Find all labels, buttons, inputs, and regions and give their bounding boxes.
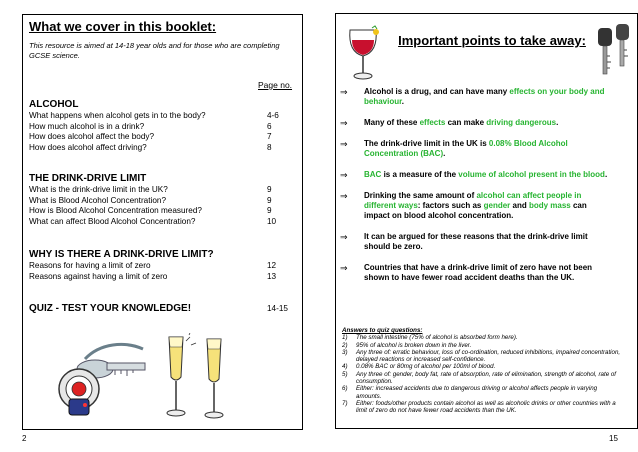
page-number: 2 [22,434,27,443]
answer-text: Either: increased accidents due to dangerous driving or alcohol affects people in varying amounts. [356,385,598,400]
answer-text: Either: foods/other products contain alcohol as well as alcoholic drinks or other countries with a limit of zero do not have fewer road accidents than the UK. [356,399,616,415]
key-point-text [364,87,614,107]
key-point-text [364,191,614,221]
answers-heading: Answers to quiz questions: [342,327,423,334]
key-point-text [364,263,614,283]
contents-row [29,206,297,217]
highlight-text: volume of alcohol present in the blood [458,170,605,179]
highlight-text: effects on your body and behaviour [364,87,605,106]
point-text: Many of these [364,118,420,127]
key-point-text [364,118,614,128]
highlight-text: driving dangerous [486,118,557,127]
section-title: THE DRINK-DRIVE LIMIT [29,173,147,184]
contents-item: Reasons against having a limit of zero [29,271,168,281]
answer-text: The small intestine (75% of alcohol is absorbed form here). [356,334,518,342]
contents-page: 8 [267,142,272,152]
highlight-text: body mass [528,201,571,210]
point-text: . [443,149,446,158]
key-point [340,170,635,180]
contents-item: How does alcohol affect the body? [29,132,155,141]
key-point [340,232,635,252]
answer-number: 5) [342,370,348,378]
contents-page: 12 [267,261,277,270]
point-text: Drinking the same amount of [364,191,477,200]
section-quiz [29,303,297,315]
highlight-text: BAC [364,170,382,179]
contents-item: What happens when alcohol gets in to the body? [29,111,206,120]
answer-number: 7) [342,399,348,407]
answer-number: 2) [342,341,348,349]
arrow-icon: ⇒ [340,232,348,242]
highlight-text: effects [419,118,446,127]
section-title: QUIZ - TEST YOUR KNOWLEDGE! [29,303,192,314]
highlight-text: alcohol can affect people in different ways [364,191,582,210]
champagne-glasses-icon [161,333,231,425]
answer-number: 6) [342,385,348,393]
contents-page: 10 [267,216,277,226]
contents-page: 7 [267,132,272,141]
answers-section [342,327,632,415]
page-number: 15 [609,434,618,443]
section-why-limit [29,249,297,282]
answer-text: Any three of: erratic behaviour, loss of co-ordination, reduced inhibitions, impaired concentration, delayed reactions or increased self-confidence. [356,348,621,364]
contents-row [29,132,297,143]
section-title: ALCOHOL [29,99,79,110]
contents-item: How does alcohol affect driving? [29,142,147,152]
arrow-icon: ⇒ [340,191,348,201]
answer-text: 0.08% BAC or 80mg of alcohol per 100ml of blood. [356,363,496,371]
highlight-text: gender [483,201,511,210]
key-point [340,87,635,107]
answer-row [342,342,632,349]
contents-page: 13 [267,271,277,281]
answer-text: Any three of: gender, body fat, rate of absorption, rate of elimination, strength of alcohol, rate of consumption. [356,370,617,386]
key-points-box [335,13,638,429]
answer-number: 1) [342,334,348,342]
key-point [340,139,635,159]
arrow-icon: ⇒ [340,170,348,180]
intro-text: This resource is aimed at 14-18 year olds and for those who are completing GCSE science. [29,41,280,60]
point-text: can make [445,118,487,127]
key-point-text [364,139,614,159]
contents-row [29,185,297,196]
key-points-title: Important points to take away: [398,33,586,48]
point-text: can impact on blood alcohol concentration. [364,201,587,220]
key-points-list [340,87,635,294]
point-text: . [401,97,405,106]
answers-list [342,334,632,414]
contents-row [29,143,297,154]
contents-item: How much alcohol is in a drink? [29,121,145,131]
answer-row [342,400,632,415]
contents-row [29,261,297,272]
contents-page: 9 [267,185,272,194]
point-text: and [510,201,529,210]
contents-heading: What we cover in this booklet: [29,19,217,34]
contents-item: How is Blood Alcohol Concentration measured? [29,206,202,215]
point-text: is a measure of the [381,170,459,179]
section-alcohol [29,99,297,153]
answer-row [342,385,632,400]
point-text: : factors such as [417,201,484,210]
arrow-icon: ⇒ [340,118,348,128]
arrow-icon: ⇒ [340,87,348,97]
answer-row [342,371,632,386]
highlight-text: 0.08% Blood Alcohol Concentration (BAC) [364,139,568,158]
answer-text: 95% of alcohol is broken down in the liver. [356,341,472,349]
arrow-icon: ⇒ [340,263,348,273]
answer-row [342,334,632,341]
contents-page: 4-6 [267,111,279,120]
key-point [340,118,635,128]
key-point [340,191,635,221]
wine-glass-icon [346,24,384,82]
point-text: It can be argued for these reasons that the drink-drive limit should be zero. [364,232,588,251]
section-title: WHY IS THERE A DRINK-DRIVE LIMIT? [29,249,214,260]
contents-item: What is Blood Alcohol Concentration? [29,195,166,205]
point-text: Alcohol is a drug, and can have many [364,87,510,96]
car-keys-icon [55,341,150,419]
contents-item: What is the drink-drive limit in the UK? [29,185,168,194]
contents-page: 9 [267,195,272,205]
key-point [340,263,635,283]
contents-row [29,122,297,133]
contents-box [22,14,303,430]
contents-row [29,303,297,315]
contents-page: 6 [267,121,272,131]
point-text: The drink-drive limit in the UK is [364,139,489,148]
point-text: . [604,170,608,179]
contents-row [29,196,297,207]
contents-page: 9 [267,206,272,215]
answer-number: 3) [342,348,348,356]
page-no-label: Page no. [258,80,293,90]
arrow-icon: ⇒ [340,139,348,149]
answer-row [342,363,632,370]
contents-row [29,272,297,283]
answer-number: 4) [342,363,348,371]
keys-icon [594,22,634,82]
right-page [319,0,638,452]
answer-row [342,349,632,364]
contents-row [29,217,297,228]
point-text: Countries that have a drink-drive limit of zero have not been shown to have fewer road accident deaths than the UK. [364,263,593,282]
contents-item: What can affect Blood Alcohol Concentration? [29,216,196,226]
section-drink-drive-limit [29,173,297,227]
contents-row [29,111,297,122]
point-text: . [556,118,559,127]
key-point-text [364,232,614,252]
contents-item: Reasons for having a limit of zero [29,261,151,270]
key-point-text [364,170,614,180]
contents-page: 14-15 [267,304,288,313]
